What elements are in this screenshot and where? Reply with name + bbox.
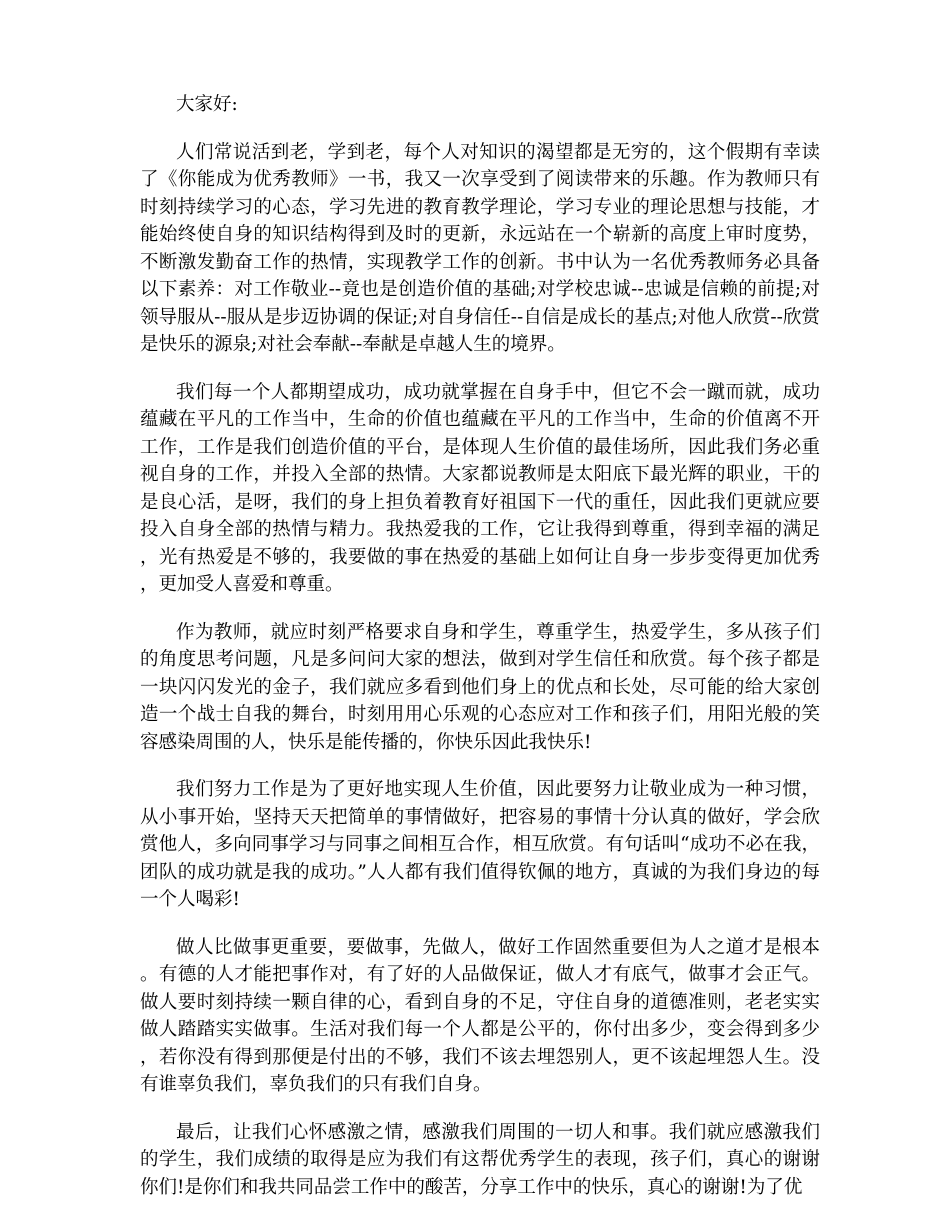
paragraph-4: 我们努力工作是为了更好地实现人生价值，因此要努力让敬业成为一种习惯，从小事开始，坚持天天把简单的事情做好，把容易的事情十分认真的做好，学会欣赏他人，多向同事学习与同事之间相互合作，相互欣赏。有句话叫“成功不必在我，团队的成功就是我的成功。”人人都有我们值得钦佩的地方，真诚的为我们身边的每一个人喝彩! (140, 779, 820, 910)
paragraph-1: 人们常说活到老，学到老，每个人对知识的渴望都是无穷的，这个假期有幸读了《你能成为优秀教师》一书，我又一次享受到了阅读带来的乐趣。作为教师只有时刻持续学习的心态，学习先进的教育教学理论，学习专业的理论思想与技能，才能始终使自身的知识结构得到及时的更新，永远站在一个崭新的高度上审时度势，不断激发勤奋工作的热情，实现教学工作的创新。书中认为一名优秀教师务必具备以下素养：对工作敬业--竟也是创造价值的基础;对学校忠诚--忠诚是信赖的前提;对领导服从--服从是步迈协调的保证;对自身信任--自信是成长的基点;对他人欣赏--欣赏是快乐的源泉;对社会奉献--奉献是卓越人生的境界。 (140, 141, 820, 355)
paragraph-6: 最后，让我们心怀感激之情，感激我们周围的一切人和事。我们就应感激我们的学生，我们成绩的取得是应为我们有这帮优秀学生的表现，孩子们，真心的谢谢你们!是你们和我共同品尝工作中的酸苦，分享工作中的快乐，真心的谢谢!为了优 (140, 1121, 820, 1198)
document-body (140, 91, 820, 1221)
greeting: 大家好: (176, 94, 238, 115)
paragraph-2: 我们每一个人都期望成功，成功就掌握在自身手中，但它不会一蹴而就，成功蕴藏在平凡的工作当中，生命的价值也蕴藏在平凡的工作当中，生命的价值离不开工作，工作是我们创造价值的平台，是体现人生价值的最佳场所，因此我们务必重视自身的工作，并投入全部的热情。大家都说教师是太阳底下最光辉的职业，干的是良心活，是呀，我们的身上担负着教育好祖国下一代的重任，因此我们更就应要投入自身全部的热情与精力。我热爱我的工作，它让我得到尊重，得到幸福的满足，光有热爱是不够的，我要做的事在热爱的基础上如何让自身一步步变得更加优秀，更加受人喜爱和尊重。 (140, 381, 820, 595)
paragraph-3: 作为教师，就应时刻严格要求自身和学生，尊重学生，热爱学生，多从孩子们的角度思考问题，凡是多问问大家的想法，做到对学生信任和欣赏。每个孩子都是一块闪闪发光的金子，我们就应多看到他们身上的优点和长处，尽可能的给大家创造一个战士自我的舞台，时刻用用心乐观的心态应对工作和孩子们，用阳光般的笑容感染周围的人，快乐是能传播的，你快乐因此我快乐! (140, 621, 820, 753)
paragraph-5: 做人比做事更重要，要做事，先做人，做好工作固然重要但为人之道才是根本。有德的人才能把事作对，有了好的人品做保证，做人才有底气，做事才会正气。做人要时刻持续一颗自律的心，看到自身的不足，守住自身的道德准则，老老实实做人踏踏实实做事。生活对我们每一个人都是公平的，你付出多少，变会得到多少，若你没有得到那便是付出的不够，我们不该去埋怨别人，更不该起埋怨人生。没有谁辜负我们，辜负我们的只有我们自身。 (140, 936, 820, 1095)
